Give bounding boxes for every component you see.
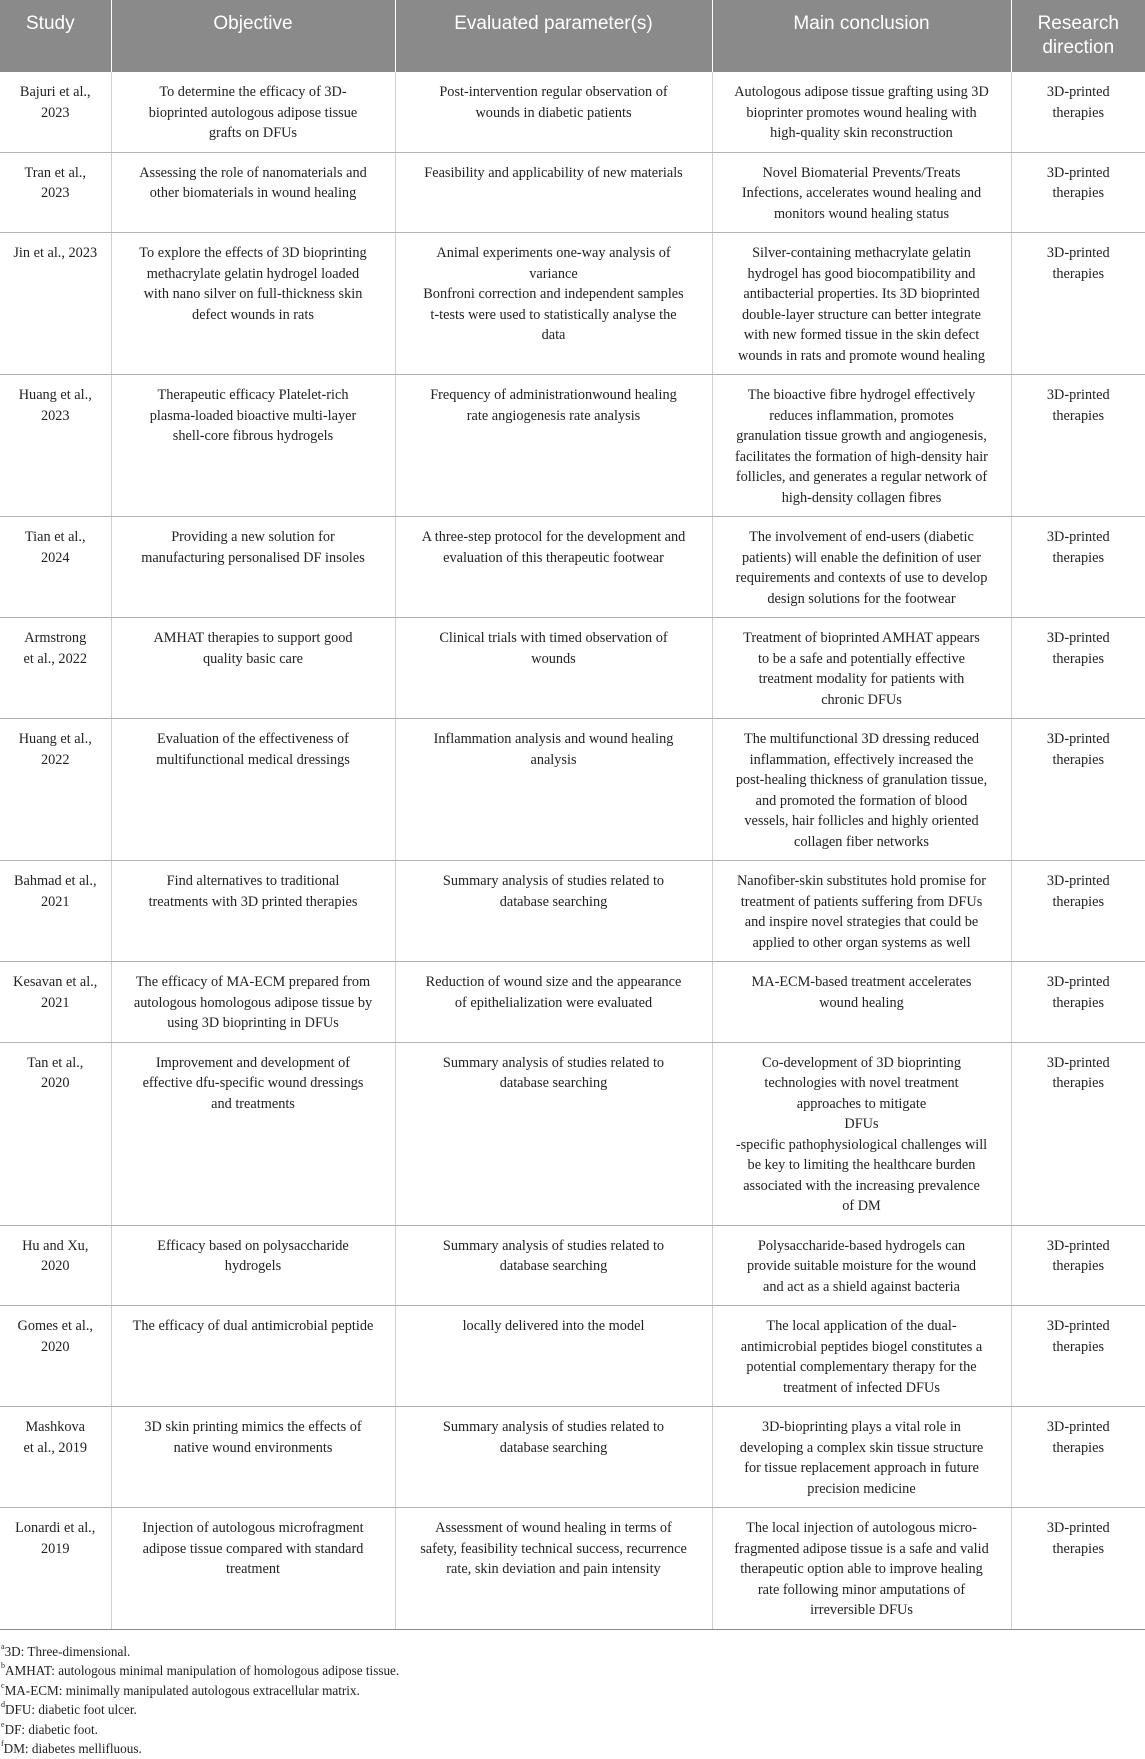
cell-study: Armstrong et al., 2022: [0, 618, 111, 719]
cell-direction: 3D-printed therapies: [1011, 233, 1145, 375]
cell-parameters: Clinical trials with timed observation of wounds: [395, 618, 712, 719]
footnote: [1, 1661, 1145, 1681]
cell-conclusion: The local application of the dual- antimicrobial peptides biogel constitutes a potential complementary therapy for the treatment of infected DFUs: [712, 1306, 1011, 1407]
cell-direction: 3D-printed therapies: [1011, 962, 1145, 1043]
footnotes: [0, 1642, 1145, 1759]
cell-conclusion: The involvement of end-users (diabetic patients) will enable the definition of user requirements and contexts of use to develop design solutions for the footwear: [712, 517, 1011, 618]
cell-parameters: A three-step protocol for the development and evaluation of this therapeutic footwear: [395, 517, 712, 618]
cell-conclusion: The local injection of autologous micro- fragmented adipose tissue is a safe and valid therapeutic option able to improve healing rate following minor amputations of irreversible DFUs: [712, 1508, 1011, 1630]
cell-direction: 3D-printed therapies: [1011, 1508, 1145, 1630]
cell-objective: Efficacy based on polysaccharide hydrogels: [111, 1225, 395, 1306]
footnote-text: DF: diabetic foot.: [5, 1722, 98, 1737]
cell-objective: Assessing the role of nanomaterials and other biomaterials in wound healing: [111, 152, 395, 233]
cell-conclusion: Treatment of bioprinted AMHAT appears to be a safe and potentially effective treatment modality for patients with chronic DFUs: [712, 618, 1011, 719]
table-row: [0, 517, 1145, 618]
cell-objective: Providing a new solution for manufacturing personalised DF insoles: [111, 517, 395, 618]
cell-objective: The efficacy of dual antimicrobial peptide: [111, 1306, 395, 1407]
table-row: [0, 861, 1145, 962]
cell-conclusion: The bioactive fibre hydrogel effectively reduces inflammation, promotes granulation tissue growth and angiogenesis, facilitates the formation of high-density hair follicles, and generates a regular network of high-density collagen fibres: [712, 375, 1011, 517]
footnote-text: AMHAT: autologous minimal manipulation of homologous adipose tissue.: [5, 1663, 399, 1678]
footnote-mark: d: [1, 1700, 5, 1709]
cell-objective: Improvement and development of effective dfu-specific wound dressings and treatments: [111, 1042, 395, 1225]
cell-study: Lonardi et al., 2019: [0, 1508, 111, 1630]
header-parameters: Evaluated parameter(s): [395, 0, 712, 72]
cell-objective: 3D skin printing mimics the effects of native wound environments: [111, 1407, 395, 1508]
cell-objective: Evaluation of the effectiveness of multifunctional medical dressings: [111, 719, 395, 861]
cell-conclusion: MA-ECM-based treatment accelerates wound healing: [712, 962, 1011, 1043]
cell-objective: Find alternatives to traditional treatments with 3D printed therapies: [111, 861, 395, 962]
cell-parameters: locally delivered into the model: [395, 1306, 712, 1407]
footnote-mark: c: [1, 1681, 5, 1690]
cell-study: Bahmad et al., 2021: [0, 861, 111, 962]
footnote-mark: a: [1, 1642, 5, 1651]
table-row: [0, 233, 1145, 375]
table-body: [0, 72, 1145, 1629]
header-conclusion: Main conclusion: [712, 0, 1011, 72]
cell-study: Hu and Xu, 2020: [0, 1225, 111, 1306]
cell-direction: 3D-printed therapies: [1011, 517, 1145, 618]
header-direction: Research direction: [1011, 0, 1145, 72]
header-study: Study: [0, 0, 111, 72]
cell-objective: To explore the effects of 3D bioprinting methacrylate gelatin hydrogel loaded with nano silver on full-thickness skin defect wounds in rats: [111, 233, 395, 375]
footnote-mark: f: [1, 1739, 4, 1748]
footnote-text: DM: diabetes mellifluous.: [4, 1741, 142, 1756]
table-row: [0, 1042, 1145, 1225]
cell-study: Tan et al., 2020: [0, 1042, 111, 1225]
cell-direction: 3D-printed therapies: [1011, 861, 1145, 962]
cell-conclusion: 3D-bioprinting plays a vital role in developing a complex skin tissue structure for tissue replacement approach in future precision medicine: [712, 1407, 1011, 1508]
cell-parameters: Reduction of wound size and the appearance of epithelialization were evaluated: [395, 962, 712, 1043]
cell-parameters: Inflammation analysis and wound healing analysis: [395, 719, 712, 861]
footnote-mark: b: [1, 1661, 5, 1670]
cell-parameters: Assessment of wound healing in terms of safety, feasibility technical success, recurrence rate, skin deviation and pain intensity: [395, 1508, 712, 1630]
header-objective: Objective: [111, 0, 395, 72]
table-row: [0, 1225, 1145, 1306]
cell-objective: Injection of autologous microfragment adipose tissue compared with standard treatment: [111, 1508, 395, 1630]
cell-direction: 3D-printed therapies: [1011, 152, 1145, 233]
cell-objective: The efficacy of MA-ECM prepared from autologous homologous adipose tissue by using 3D bioprinting in DFUs: [111, 962, 395, 1043]
cell-parameters: Summary analysis of studies related to database searching: [395, 1042, 712, 1225]
cell-parameters: Summary analysis of studies related to database searching: [395, 861, 712, 962]
footnote: [1, 1720, 1145, 1740]
table-row: [0, 1508, 1145, 1630]
footnote-text: 3D: Three-dimensional.: [5, 1644, 131, 1659]
cell-direction: 3D-printed therapies: [1011, 1042, 1145, 1225]
cell-study: Tian et al., 2024: [0, 517, 111, 618]
cell-conclusion: Autologous adipose tissue grafting using 3D bioprinter promotes wound healing with high-quality skin reconstruction: [712, 72, 1011, 152]
cell-direction: 3D-printed therapies: [1011, 719, 1145, 861]
cell-study: Huang et al., 2023: [0, 375, 111, 517]
cell-direction: 3D-printed therapies: [1011, 1225, 1145, 1306]
cell-study: Mashkova et al., 2019: [0, 1407, 111, 1508]
table-row: [0, 618, 1145, 719]
cell-parameters: Post-intervention regular observation of wounds in diabetic patients: [395, 72, 712, 152]
cell-direction: 3D-printed therapies: [1011, 375, 1145, 517]
footnote-text: MA-ECM: minimally manipulated autologous extracellular matrix.: [5, 1683, 360, 1698]
cell-direction: 3D-printed therapies: [1011, 618, 1145, 719]
table-row: [0, 72, 1145, 152]
table-row: [0, 962, 1145, 1043]
footnote: [1, 1642, 1145, 1662]
header-row: [0, 0, 1145, 72]
cell-study: Tran et al., 2023: [0, 152, 111, 233]
cell-parameters: Frequency of administrationwound healing rate angiogenesis rate analysis: [395, 375, 712, 517]
cell-conclusion: Polysaccharide-based hydrogels can provide suitable moisture for the wound and act as a shield against bacteria: [712, 1225, 1011, 1306]
footnote: [1, 1681, 1145, 1701]
footnote: [1, 1739, 1145, 1759]
footnote-mark: e: [1, 1720, 5, 1729]
cell-study: Bajuri et al., 2023: [0, 72, 111, 152]
cell-conclusion: Silver-containing methacrylate gelatin hydrogel has good biocompatibility and antibacterial properties. Its 3D bioprinted double-layer structure can better integrate with new formed tissue in the skin defect wounds in rats and promote wound healing: [712, 233, 1011, 375]
table-row: [0, 375, 1145, 517]
table-row: [0, 1306, 1145, 1407]
cell-parameters: Feasibility and applicability of new materials: [395, 152, 712, 233]
cell-parameters: Summary analysis of studies related to database searching: [395, 1407, 712, 1508]
cell-direction: 3D-printed therapies: [1011, 72, 1145, 152]
cell-study: Gomes et al., 2020: [0, 1306, 111, 1407]
cell-conclusion: Nanofiber-skin substitutes hold promise for treatment of patients suffering from DFUs and inspire novel strategies that could be applied to other organ systems as well: [712, 861, 1011, 962]
cell-study: Kesavan et al., 2021: [0, 962, 111, 1043]
cell-direction: 3D-printed therapies: [1011, 1407, 1145, 1508]
table-row: [0, 719, 1145, 861]
cell-objective: To determine the efficacy of 3D- bioprinted autologous adipose tissue grafts on DFUs: [111, 72, 395, 152]
cell-direction: 3D-printed therapies: [1011, 1306, 1145, 1407]
cell-study: Jin et al., 2023: [0, 233, 111, 375]
cell-conclusion: Novel Biomaterial Prevents/Treats Infections, accelerates wound healing and monitors wound healing status: [712, 152, 1011, 233]
cell-objective: AMHAT therapies to support good quality basic care: [111, 618, 395, 719]
table-row: [0, 1407, 1145, 1508]
cell-parameters: Animal experiments one-way analysis of variance Bonfroni correction and independent samples t-tests were used to statistically analyse the data: [395, 233, 712, 375]
footnote: [1, 1700, 1145, 1720]
table-row: [0, 152, 1145, 233]
cell-objective: Therapeutic efficacy Platelet-rich plasma-loaded bioactive multi-layer shell-core fibrous hydrogels: [111, 375, 395, 517]
cell-parameters: Summary analysis of studies related to database searching: [395, 1225, 712, 1306]
cell-conclusion: The multifunctional 3D dressing reduced inflammation, effectively increased the post-healing thickness of granulation tissue, and promoted the formation of blood vessels, hair follicles and highly oriented collagen fiber networks: [712, 719, 1011, 861]
footnote-text: DFU: diabetic foot ulcer.: [5, 1702, 137, 1717]
cell-study: Huang et al., 2022: [0, 719, 111, 861]
cell-conclusion: Co-development of 3D bioprinting technologies with novel treatment approaches to mitigate DFUs -specific pathophysiological challenges will be key to limiting the healthcare burden associated with the increasing prevalence of DM: [712, 1042, 1011, 1225]
